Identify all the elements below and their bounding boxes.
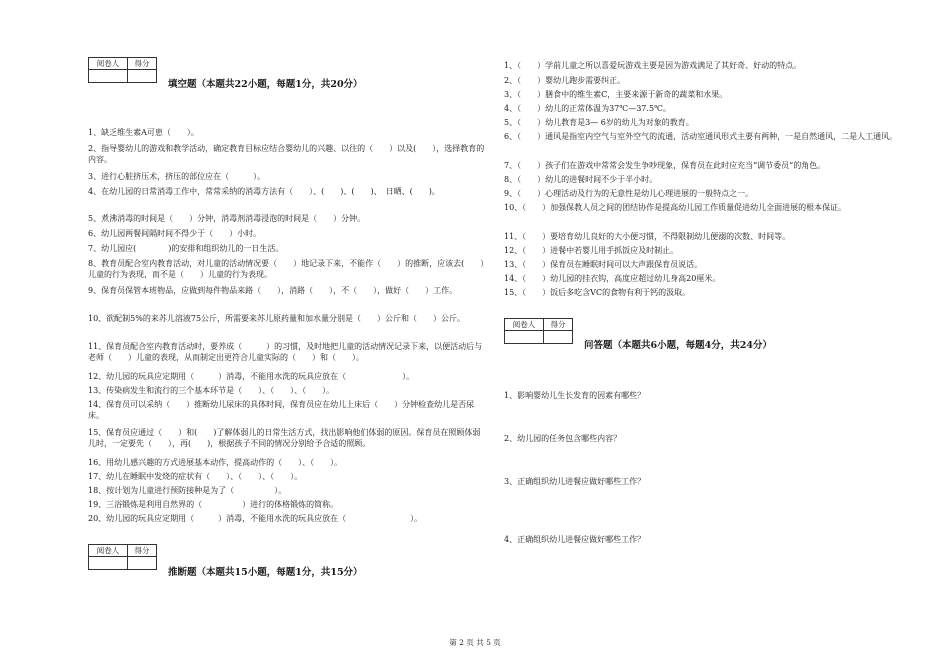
fill-question-19: 19、三浴锻炼是利用自然界的（ ）进行的体格锻炼的简称。 (88, 500, 339, 509)
score-box-reviewer-label: 阅卷人 (505, 319, 544, 331)
judge-question-4: 4、（ ）幼儿的正常体温为37℃—37.5℃。 (504, 104, 671, 113)
fill-question-13: 13、传染病发生和流行的三个基本环节是（ ）、（ ）、（ ）。 (88, 386, 335, 395)
judge-question-15: 15、（ ）饭后多吃含VC的食物有利于钙的汲取。 (504, 288, 691, 297)
fill-question-14: 14、保育员可以采纳（ ）推断幼儿尿床的具体时间，保育员应在幼儿上床后（ ）分钟检查幼儿是否尿床。 (88, 400, 475, 420)
fill-question-20: 20、幼儿园的玩具应定期用（ ）消毒，不能用水洗的玩具应放在（ ）。 (88, 514, 423, 523)
fill-question-3: 3、进行心脏挤压术，挤压的部位应在（ ）。 (88, 172, 266, 181)
fill-question-8: 8、教育员配合室内教育活动，对儿童的活动情况要（ ）地记录下来，不能作（ ）的推断，应该去( ）儿童的行为表现，而不是（ ）儿童的行为表现。 (88, 259, 485, 279)
fill-question-17: 17、幼儿在睡眠中发烧的症状有（ ）、（ ）、（ ）。 (88, 472, 303, 481)
fill-question-7: 7、幼儿园应( )的安排和组织幼儿的一日生活。 (88, 244, 284, 253)
section-title-qa: 问答题（本题共6小题，每题4分，共24分） (584, 340, 772, 351)
fill-question-9: 9、保育员保管本班物品，应做到每件物品来路（ ），消路（ ），不（ ），做好（ ）工作。 (88, 286, 458, 295)
score-box-score-label: 得分 (544, 319, 573, 331)
score-box-judge (88, 544, 157, 570)
score-box-score-label: 得分 (128, 545, 157, 557)
judge-question-1: 1、（ ）学前儿童之所以喜爱玩游戏主要是因为游戏满足了其好奇、好动的特点。 (504, 61, 802, 70)
score-box-reviewer-cell (89, 557, 128, 570)
judge-question-3: 3、（ ）膳食中的维生素C，主要来源于新奇的蔬菜和水果。 (504, 90, 728, 99)
qa-question-1: 1、影响婴幼儿生长发育的因素有哪些？ (504, 391, 646, 400)
fill-question-11: 11、保育员配合室内教育活动时，要养成（ ）的习惯，及时地把儿童的活动情况记录下来，以便活动后与老师（ ）儿童的表现，从而制定出更符合儿童实际的（ ）和（ ）。 (88, 342, 483, 362)
qa-question-3: 3、正确组织幼儿进餐应做好哪些工作？ (504, 477, 646, 486)
section-title-judge: 推断题（本题共15小题，每题1分，共15分） (168, 567, 363, 578)
score-box-qa (504, 318, 573, 344)
judge-question-8: 8、（ ）幼儿的进餐时间不少于半小时。 (504, 175, 658, 184)
page-footer: 第 2 页 共 5 页 (449, 638, 501, 647)
score-box-reviewer-label: 阅卷人 (89, 545, 128, 557)
judge-question-14: 14、（ ）幼儿园的挂衣钩，高度应超过幼儿身高20厘米。 (504, 274, 721, 283)
judge-question-12: 12、（ ）进餐中若婴儿用手抓饭应及时制止。 (504, 246, 679, 255)
fill-question-5: 5、煮沸消毒的时间是（ ）分钟，消毒剂消毒浸泡的时间是（ ）分钟。 (88, 214, 366, 223)
score-box-reviewer-label: 阅卷人 (89, 58, 128, 70)
score-box-reviewer-cell (505, 331, 544, 344)
fill-question-18: 18、按计划为儿童进行预防接种是为了（ ）。 (88, 486, 287, 495)
judge-question-2: 2、（ ）婴幼儿跑步需要纠正。 (504, 76, 626, 85)
score-box-reviewer-cell (89, 70, 128, 83)
fill-question-15: 15、保育员应通过（ ）和( )了解体弱儿的日常生活方式，找出影响他们体弱的原因。保育员在照顾体弱儿时，一定要先（ ），再( )，根据孩子不同的情况分别给予合适的照顾。 (88, 428, 481, 448)
fill-question-16: 16、用幼儿感兴趣的方式进展基本动作，提高动作的（ ）、（ ）。 (88, 458, 343, 467)
score-box-fill (88, 57, 157, 83)
judge-question-11: 11、（ ）要培育幼儿良好的大小便习惯，不得限制幼儿便溺的次数、时间等。 (504, 232, 791, 241)
section-title-fill: 填空题（本题共22小题，每题1分，共20分） (168, 79, 363, 90)
fill-question-6: 6、幼儿园两餐间隔时间不得少于（ ）小时。 (88, 229, 262, 238)
fill-question-12: 12、幼儿园的玩具应定期用（ ）消毒，不能用水洗的玩具应放在（ ）。 (88, 372, 415, 381)
score-box-score-cell (128, 70, 157, 83)
score-box-score-cell (544, 331, 573, 344)
score-box-score-cell (128, 557, 157, 570)
judge-question-13: 13、（ ）保育员在睡眠时间可以大声跟保育员说话。 (504, 260, 703, 269)
score-box-score-label: 得分 (128, 58, 157, 70)
fill-question-10: 10、欲配制5%的来苏儿溶液75公斤，所需要来苏儿原药量和加水量分别是（ ）公斤和（ ）公斤。 (88, 314, 466, 323)
judge-question-7: 7、（ ）孩子们在游戏中常常会发生争吵现象，保育员在此时应充当“调节委员”的角色。 (504, 161, 826, 170)
fill-question-4: 4、在幼儿园的日常消毒工作中，常常采纳的消毒方法有（ ）、( )、( )、 日晒、( )。 (88, 187, 440, 196)
qa-question-2: 2、幼儿园的任务包含哪些内容？ (504, 434, 622, 443)
judge-question-6: 6、（ ）通风是指室内空气与室外空气的流通，活动室通风形式主要有两种，一是自然通风，二是人工通风。 (504, 132, 898, 141)
qa-question-4: 4、正确组织幼儿进餐应做好哪些工作？ (504, 535, 646, 544)
fill-question-2: 2、指导婴幼儿的游戏和教学活动，确定教育目标应结合婴幼儿的兴趣、以往的（ ）以及( ），选择教育的内容。 (88, 144, 485, 164)
judge-question-10: 10、（ ）加强保教人员之间的团结协作是提高幼儿园工作质量促进幼儿全面进展的根本保证。 (504, 203, 847, 212)
fill-question-1: 1、缺乏维生素A可患（ ）。 (88, 128, 199, 137)
judge-question-9: 9、（ ）心理活动及行为的无意性是幼儿心理进展的一般特点之一。 (504, 189, 754, 198)
judge-question-5: 5、（ ）幼儿教育是3— 6岁的幼儿为对象的教育。 (504, 118, 694, 127)
